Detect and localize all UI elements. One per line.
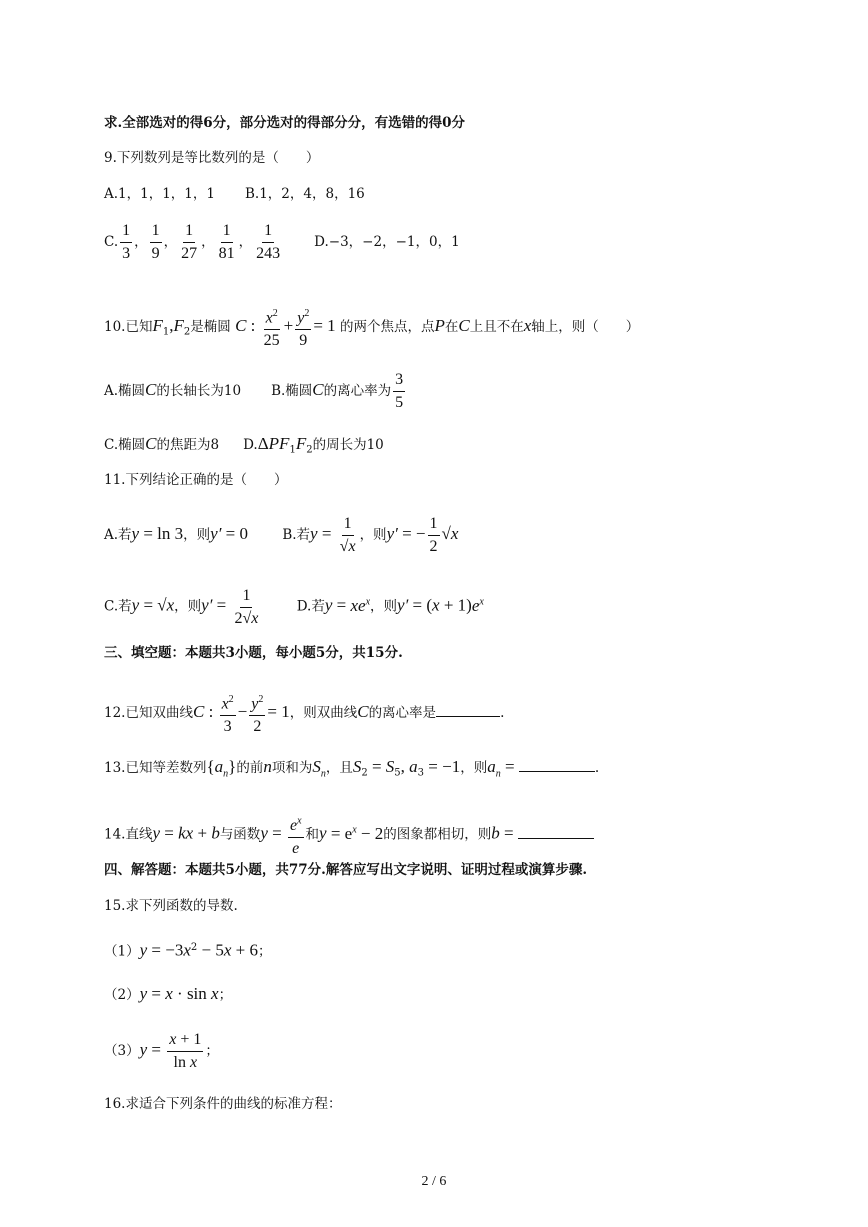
q9-c-frac-1: $\frac{1}{3}$ [122,222,131,262]
q11-options-cd: C.若y = √x，则y′ = $\frac{1}{2√x}$ D.若$y = xe^x$，则$y' = (x + 1)e^x$ [104,586,484,627]
q9-option-c-label: C. [104,234,119,250]
q11-options-ab: A.若y = ln 3，则y′ = 0 B.若y = $\frac{1}{√x}$ ，则y′ = − $\frac{1}{2}$ √x [104,515,459,555]
q14-answer-blank[interactable] [518,824,594,839]
q9-c-frac-3: $\frac{1}{27}$ [181,222,198,262]
q9-options-cd: C. $\frac{1}{3}$ ， $\frac{1}{9}$ ， $\frac{1}{27}$ ， $\frac{1}{81}$ ， $\frac{1}{243}$ D.−3，−2，−1，0，1 [104,222,460,262]
q11-stem: 11.下列结论正确的是（ ） [104,472,288,488]
q15-part3: （3）y = $\frac{x + 1}{\text{ln x}}$ ； [104,1031,219,1071]
q9-option-a: A.1，1，1，1，1 [104,186,215,202]
q13-answer-blank[interactable] [519,757,595,772]
q12-answer-blank[interactable] [436,702,500,717]
q16-stem: 16.求适合下列条件的曲线的标准方程： [104,1096,342,1112]
q9-c-frac-5: $\frac{1}{243}$ [256,222,281,262]
q9-stem: 9.下列数列是等比数列的是（ ） [104,150,320,166]
section3-title: 三、填空题：本题共3小题，每小题5分，共15分. [104,645,403,661]
page-number: 2 / 6 [421,1174,447,1189]
q9-option-b: B.1，2，4，8，16 [245,186,365,202]
q10-options-cd: C.椭圆C的焦距为8 $D.\Delta PF_1F_2$的周长为10 [104,434,384,456]
q15-part1: $(1)y = -3x^2 - 5x + 6$； [104,940,272,960]
q15-part2: （2）y = x · sin x； [104,984,233,1003]
q13-line: 13.已知等差数列$\{a_n\}$的前n项和为$S_n$，且$S_2 = S_5$, $a_3 = -1$，则$a_n$ = . [104,757,600,780]
q10-stem: 10.已知$F_1,F_2$是椭圆 C : $\frac{x^2}{25}$ + $\frac{y^2}{9}$ = 1 的两个焦点，点P在C上且不在x轴上，则（ ） [104,304,639,355]
q9-options-ab [104,184,365,204]
q12-line: 12.已知双曲线C : $\frac{x^2}{3}$ − $\frac{y^2}{2}$ = 1，则双曲线C的离心率是 . [104,690,504,736]
q9-option-d: D.−3，−2，−1，0，1 [314,234,460,250]
instruction-line: 求.全部选对的得6分，部分选对的得部分分，有选错的得0分 [104,115,465,131]
q15-stem: 15.求下列函数的导数. [104,898,238,914]
section4-title: 四、解答题：本题共5小题，共77分.解答应写出文字说明、证明过程或演算步骤. [104,862,588,878]
q9-c-frac-2: $\frac{1}{9}$ [151,222,160,262]
q14-line: 14.直线y = kx + b与函数y = $\frac{e^x}{e}$ 和$y = e^x - 2$的图象都相切，则b = [104,808,594,858]
q9-c-frac-4: $\frac{1}{81}$ [218,222,235,262]
q10-options-ab: A.椭圆C的长轴长为10 B.椭圆C的离心率为 $\frac{3}{5}$ [104,371,404,411]
